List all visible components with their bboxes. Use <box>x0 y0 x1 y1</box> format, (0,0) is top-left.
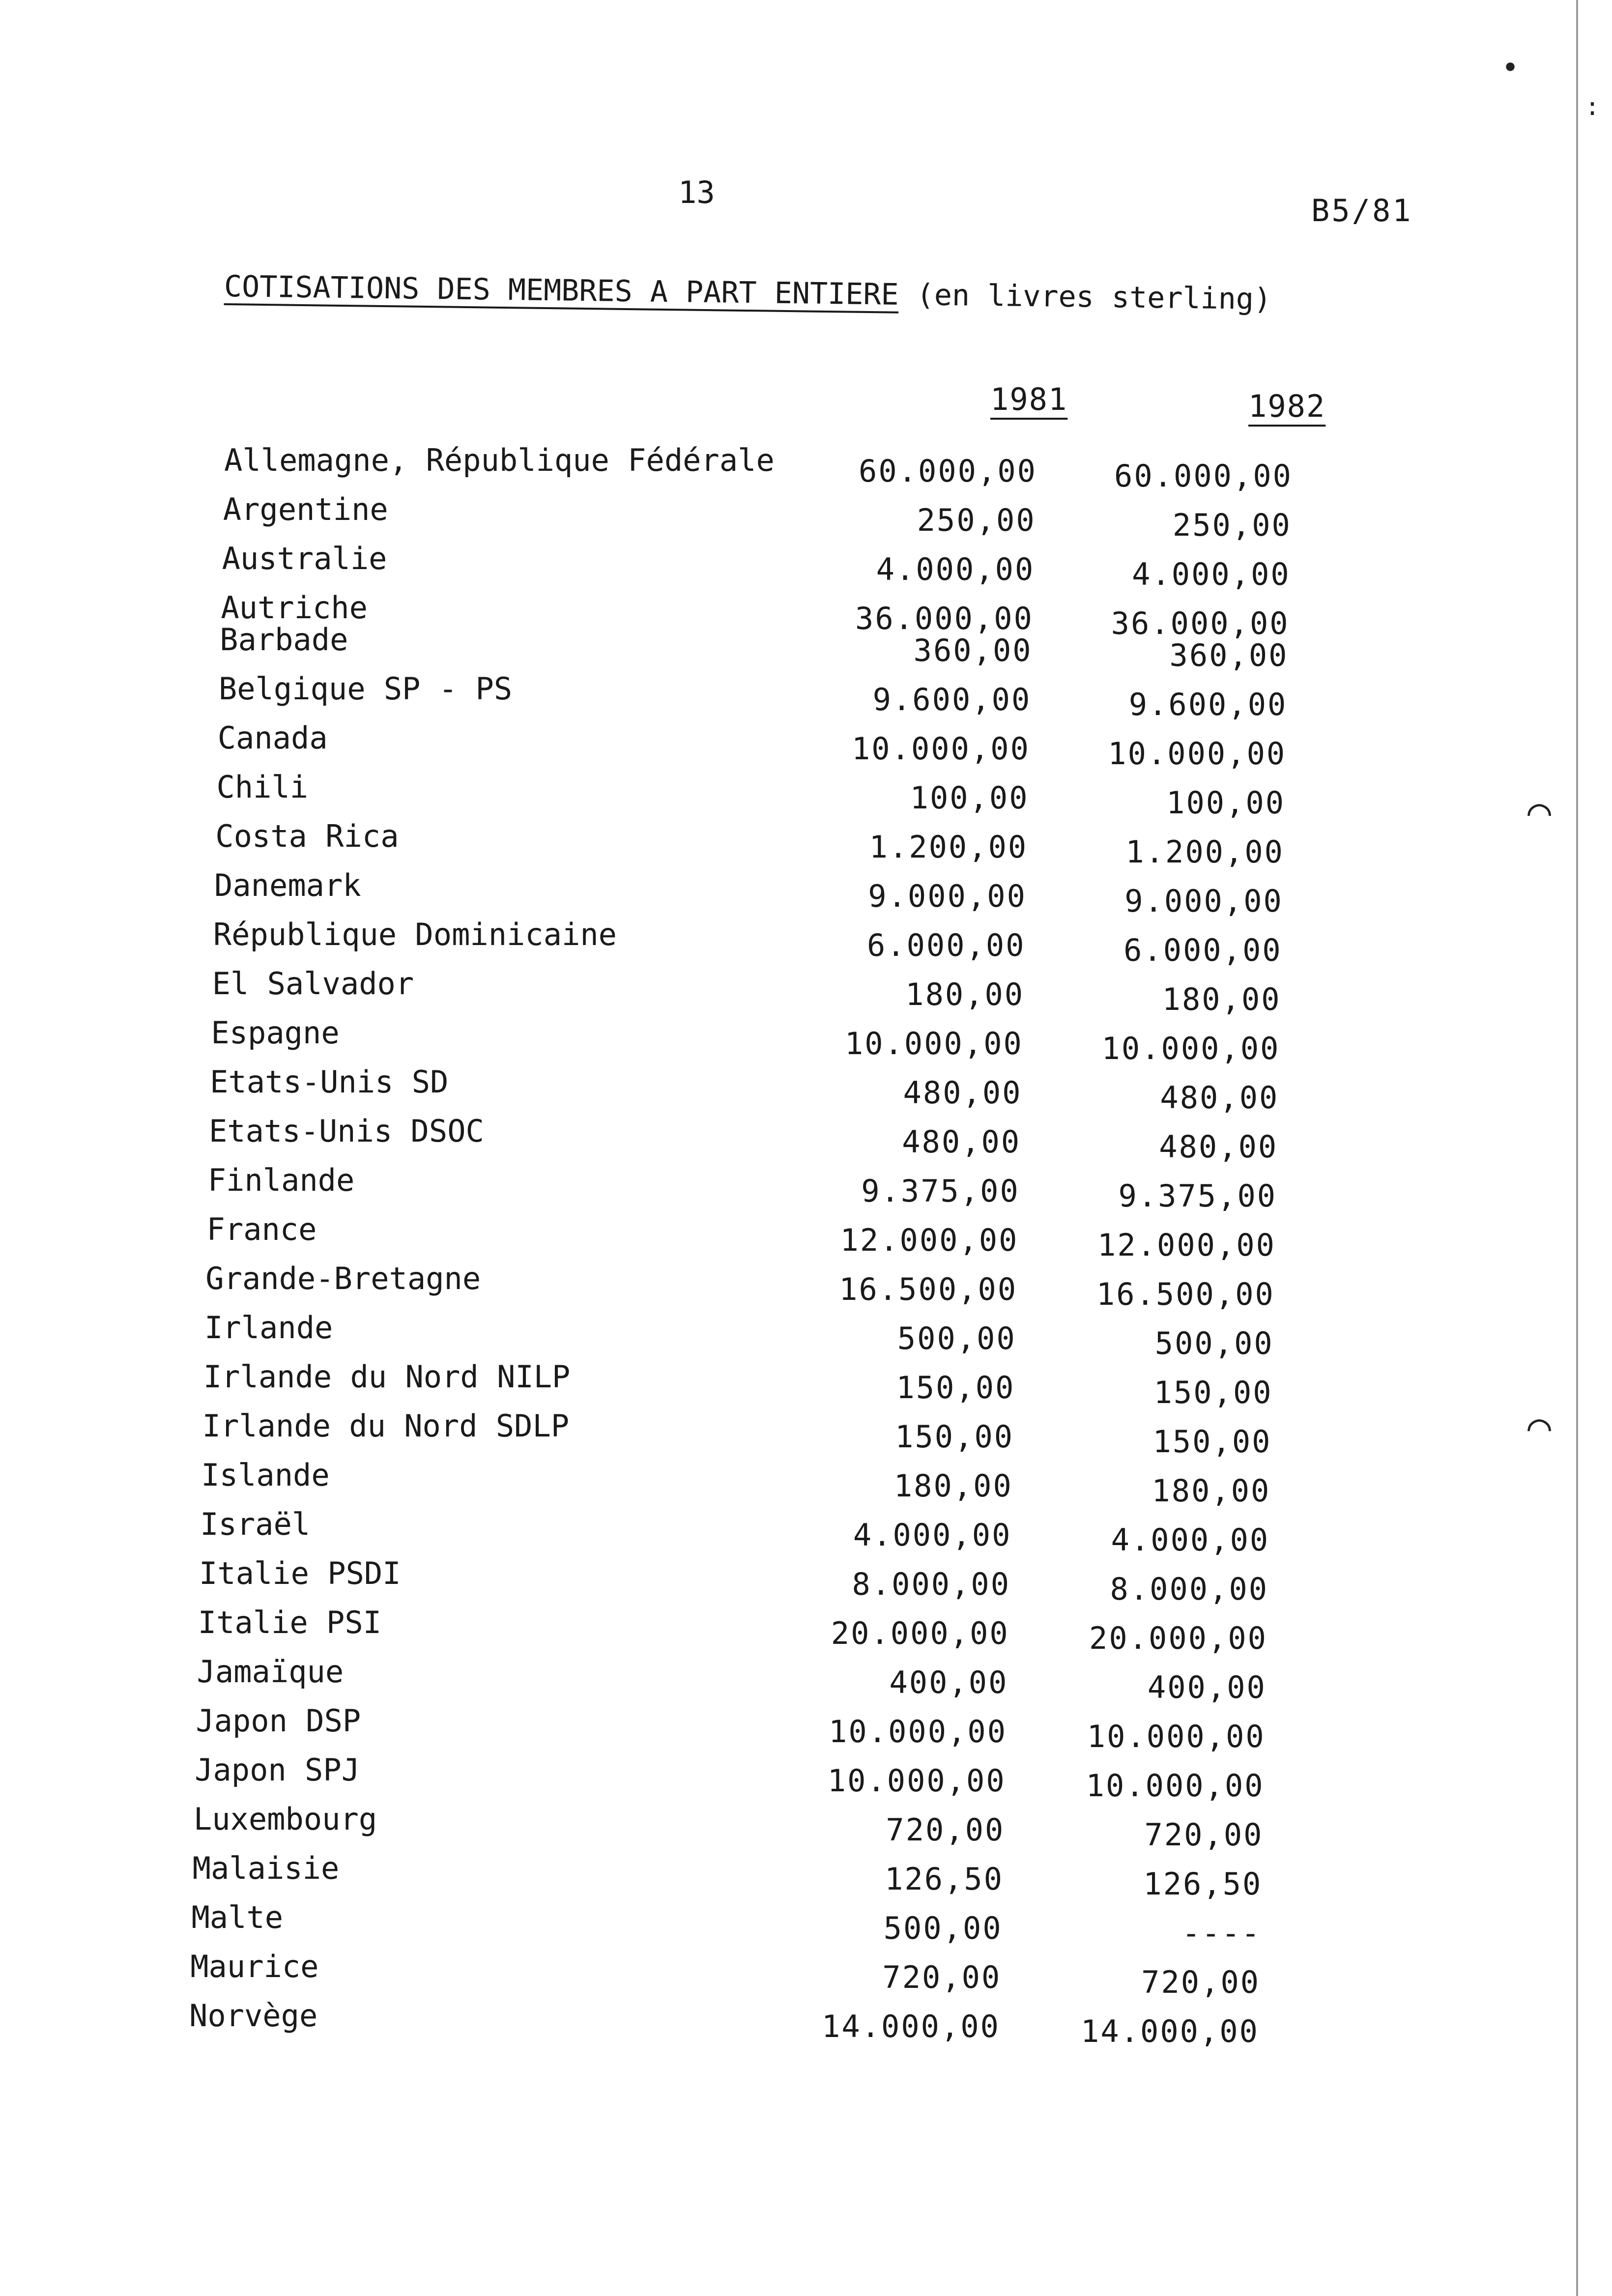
country-name: Irlande <box>204 1310 333 1346</box>
country-name: Finlande <box>207 1162 355 1198</box>
table-row <box>0 1752 1573 1804</box>
amount-1982: 150,00 <box>1152 1424 1272 1460</box>
column-header-1982: 1982 <box>1248 388 1326 424</box>
amount-1981: 100,00 <box>910 780 1029 816</box>
country-name: Malaisie <box>192 1850 340 1886</box>
amount-1981: 36.000,00 <box>855 601 1034 636</box>
amount-1981: 8.000,00 <box>852 1566 1011 1602</box>
amount-1981: 250,00 <box>917 502 1036 538</box>
country-name: Norvège <box>189 1998 318 2034</box>
amount-1981: 10.000,00 <box>851 731 1030 767</box>
country-name: Etats-Unis SD <box>210 1064 449 1100</box>
amount-1981: 720,00 <box>886 1812 1005 1848</box>
amount-1981: 9.375,00 <box>861 1173 1020 1209</box>
amount-1981: 9.000,00 <box>868 878 1027 914</box>
amount-1982: 12.000,00 <box>1097 1227 1276 1263</box>
country-name: Danemark <box>214 867 361 903</box>
amount-1981: 10.000,00 <box>829 1714 1008 1750</box>
amount-1981: 360,00 <box>913 632 1033 668</box>
amount-1981: 150,00 <box>895 1419 1014 1455</box>
amount-1982: 16.500,00 <box>1096 1276 1275 1312</box>
amount-1981: 9.600,00 <box>872 682 1032 718</box>
country-name: Jamaïque <box>197 1654 344 1690</box>
country-name: Malte <box>191 1899 284 1935</box>
amount-1982: 180,00 <box>1151 1473 1271 1509</box>
amount-1982: 150,00 <box>1153 1375 1273 1410</box>
document-title <box>224 269 1272 316</box>
country-name: Barbade <box>220 622 348 658</box>
amount-1982: 100,00 <box>1166 785 1286 821</box>
amount-1981: 6.000,00 <box>866 927 1026 963</box>
country-name: Islande <box>201 1457 330 1493</box>
table-row <box>0 1555 1573 1607</box>
table-row <box>0 1310 1573 1361</box>
amount-1982: 20.000,00 <box>1089 1620 1267 1656</box>
amount-1981: 720,00 <box>882 1959 1002 1995</box>
amount-1981: 60.000,00 <box>859 453 1037 489</box>
country-name: Japon SPJ <box>195 1752 360 1788</box>
document-reference: B5/81 <box>1311 193 1413 229</box>
amount-1981: 20.000,00 <box>831 1615 1009 1651</box>
amount-1982: 10.000,00 <box>1108 736 1287 772</box>
amount-1981: 10.000,00 <box>827 1763 1006 1799</box>
table-row <box>0 1113 1573 1165</box>
amount-1981: 10.000,00 <box>844 1026 1023 1062</box>
table-row <box>0 1949 1573 2000</box>
amount-1982: 14.000,00 <box>1081 2013 1259 2049</box>
amount-1981: 1.200,00 <box>869 829 1028 865</box>
country-name: El Salvador <box>212 966 414 1002</box>
table-row <box>0 720 1573 772</box>
amount-1982: 10.000,00 <box>1101 1031 1280 1066</box>
country-name: Argentine <box>223 491 388 527</box>
amount-1982: 6.000,00 <box>1123 932 1282 968</box>
amount-1981: 12.000,00 <box>840 1222 1019 1258</box>
amount-1982: 180,00 <box>1162 981 1281 1017</box>
table-row <box>0 867 1573 919</box>
country-name: Irlande du Nord NILP <box>203 1359 571 1395</box>
title-unit: (en livres sterling) <box>916 278 1272 317</box>
table-row <box>0 1261 1573 1312</box>
table-row <box>0 1506 1573 1558</box>
country-name: République Dominicaine <box>213 917 617 952</box>
amount-1981: 16.500,00 <box>839 1271 1018 1307</box>
amount-1982: 9.375,00 <box>1118 1178 1277 1214</box>
table-row <box>0 1703 1573 1754</box>
table-row <box>0 1605 1573 1656</box>
country-name: Japon DSP <box>196 1703 361 1739</box>
amount-1982: 720,00 <box>1141 1964 1261 2000</box>
table-row <box>0 1654 1573 1705</box>
table-row <box>0 1801 1573 1853</box>
column-header-1981: 1981 <box>990 381 1068 417</box>
amount-1982: 60.000,00 <box>1114 458 1293 494</box>
country-name: Costa Rica <box>215 818 399 854</box>
table-row <box>0 1359 1573 1410</box>
amount-1982: 480,00 <box>1159 1129 1278 1165</box>
table-row <box>0 1457 1573 1509</box>
amount-1982: 9.600,00 <box>1128 687 1288 722</box>
table-row <box>0 1064 1573 1116</box>
country-name: Luxembourg <box>193 1801 377 1837</box>
table-row <box>0 1211 1573 1263</box>
amount-1981: 500,00 <box>883 1910 1003 1946</box>
amount-1982: 720,00 <box>1144 1817 1264 1853</box>
amount-1981: 180,00 <box>893 1468 1013 1504</box>
table-row <box>0 769 1573 821</box>
table-row <box>0 1015 1573 1066</box>
country-name: France <box>206 1211 317 1247</box>
amount-1982: 500,00 <box>1154 1325 1274 1361</box>
page-edge-line <box>1576 0 1578 2296</box>
amount-1982: 9.000,00 <box>1124 883 1283 919</box>
country-name: Maurice <box>190 1949 319 1984</box>
amount-1982: 4.000,00 <box>1132 556 1291 592</box>
margin-dot-mark: • <box>1501 51 1520 85</box>
country-name: Irlande du Nord SDLP <box>202 1408 570 1444</box>
country-name: Chili <box>216 769 309 805</box>
amount-1982: 126,50 <box>1143 1866 1263 1902</box>
amount-1981: 480,00 <box>902 1124 1021 1160</box>
country-name: Italie PSDI <box>199 1555 401 1591</box>
amount-1981: 4.000,00 <box>853 1517 1012 1553</box>
amount-1981: 480,00 <box>903 1075 1022 1111</box>
table-row <box>0 622 1573 673</box>
amount-1982: ---- <box>1181 1915 1262 1951</box>
title-main: COTISATIONS DES MEMBRES A PART ENTIERE <box>224 269 899 312</box>
amount-1981: 150,00 <box>896 1370 1015 1406</box>
amount-1982: 10.000,00 <box>1086 1768 1265 1804</box>
amount-1982: 8.000,00 <box>1110 1571 1269 1607</box>
amount-1982: 10.000,00 <box>1087 1719 1266 1754</box>
country-name: Allemagne, République Fédérale <box>224 442 775 478</box>
table-row <box>0 1998 1573 2049</box>
margin-colon-mark: : <box>1585 92 1600 121</box>
country-name: Australie <box>222 541 387 576</box>
country-name: Italie PSI <box>198 1605 382 1640</box>
amount-1982: 480,00 <box>1160 1080 1279 1116</box>
country-name: Grande-Bretagne <box>205 1261 481 1296</box>
table-row <box>0 1850 1573 1902</box>
country-name: Canada <box>217 720 328 756</box>
table-row <box>0 541 1573 592</box>
table-row <box>0 671 1573 722</box>
country-name: Autriche <box>221 590 368 626</box>
country-name: Belgique SP - PS <box>218 671 513 707</box>
margin-punch-mark: ⌒ <box>1527 788 1552 833</box>
margin-punch-mark: ⌒ <box>1527 1403 1552 1449</box>
table-row <box>0 1899 1573 1951</box>
amount-1981: 4.000,00 <box>876 551 1035 587</box>
amount-1982: 400,00 <box>1147 1669 1267 1705</box>
amount-1982: 4.000,00 <box>1111 1522 1270 1558</box>
amount-1982: 360,00 <box>1169 637 1289 673</box>
table-row <box>0 491 1573 543</box>
amount-1981: 400,00 <box>889 1665 1008 1700</box>
table-row <box>0 1403 1573 1460</box>
table-row <box>0 1162 1573 1214</box>
amount-1982: 1.200,00 <box>1125 834 1284 870</box>
country-name: Israël <box>200 1506 311 1542</box>
country-name: Espagne <box>211 1015 340 1051</box>
amount-1981: 14.000,00 <box>822 2009 1000 2044</box>
page-number: 13 <box>678 174 715 210</box>
amount-1982: 36.000,00 <box>1111 605 1290 641</box>
table-row <box>0 966 1573 1017</box>
table-row <box>0 917 1573 968</box>
amount-1981: 126,50 <box>885 1861 1004 1897</box>
amount-1981: 180,00 <box>905 976 1025 1012</box>
amount-1981: 500,00 <box>897 1320 1016 1356</box>
amount-1982: 250,00 <box>1172 507 1292 543</box>
table-row <box>0 442 1573 494</box>
country-name: Etats-Unis DSOC <box>208 1113 484 1149</box>
table-row <box>0 818 1573 870</box>
